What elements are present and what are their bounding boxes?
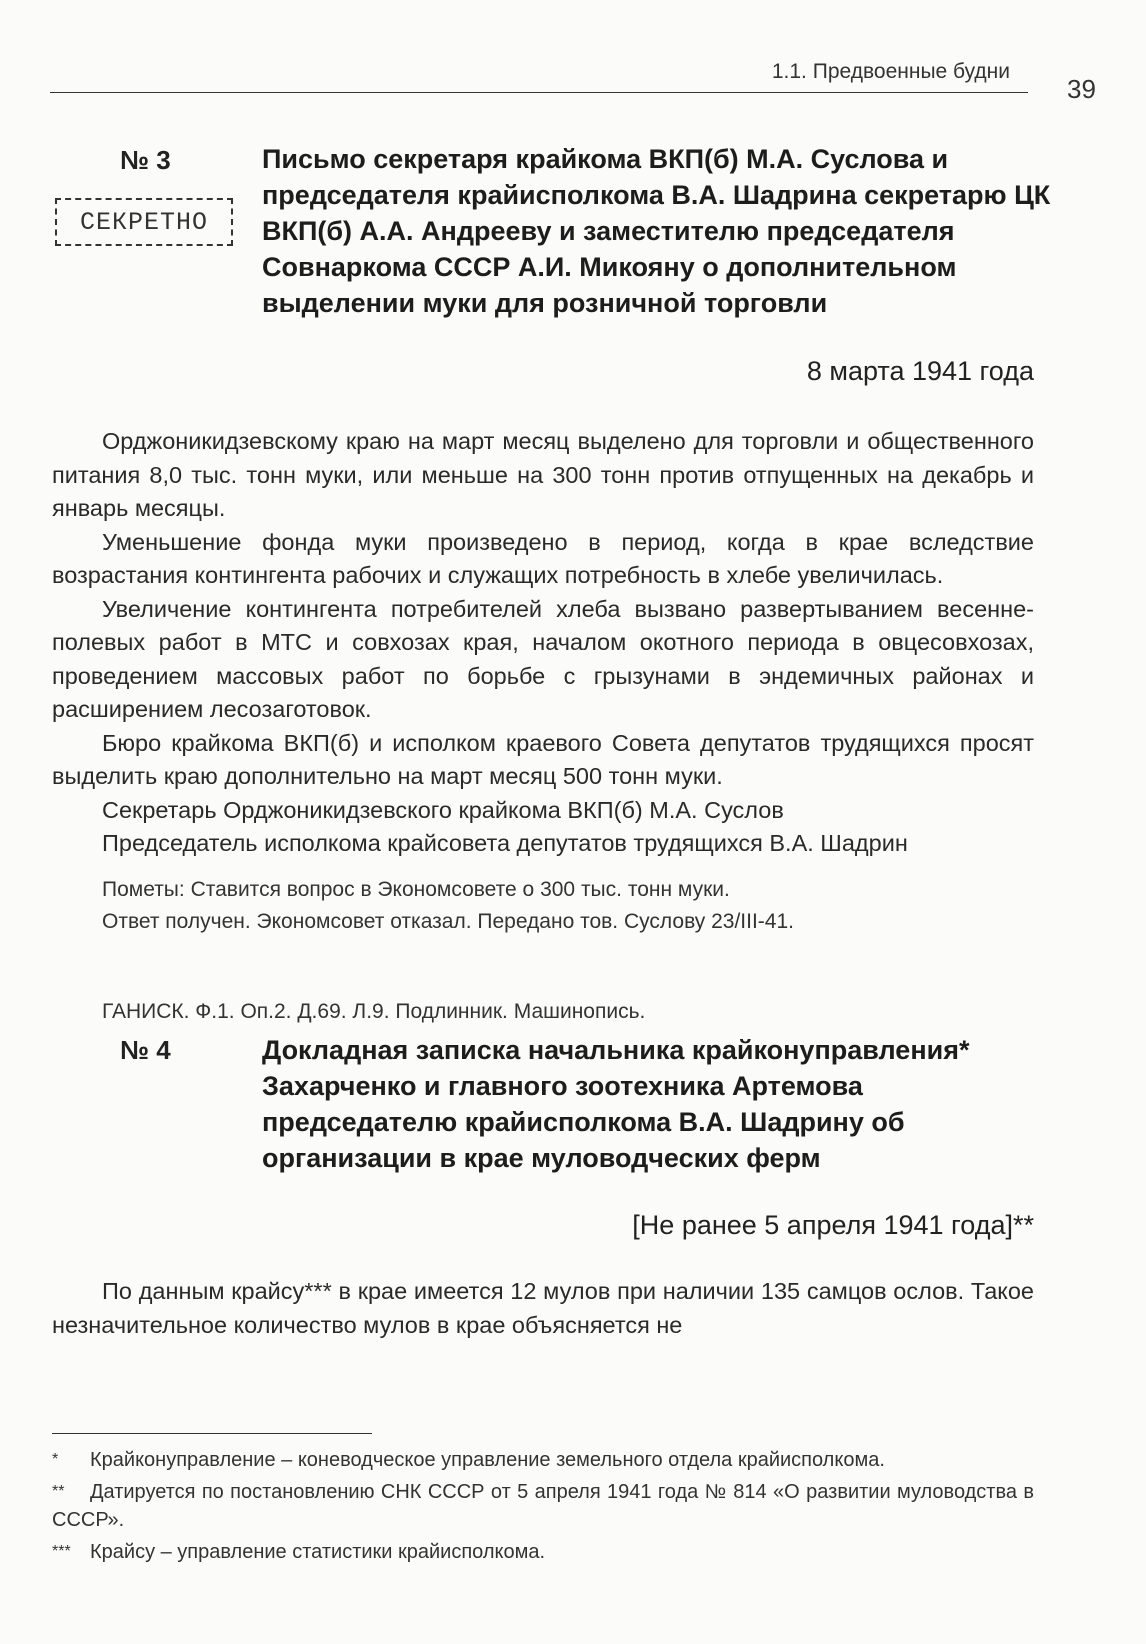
note-line: Пометы: Ставится вопрос в Экономсовете о 300 тыс. тонн муки. bbox=[102, 878, 730, 901]
footnote-divider bbox=[52, 1433, 372, 1434]
footnotes bbox=[52, 1446, 1034, 1570]
note-line: Ответ получен. Экономсовет отказал. Передано тов. Суслову 23/III-41. bbox=[102, 910, 794, 933]
document-number: № 4 bbox=[120, 1035, 171, 1065]
paragraph: Увеличение контингента потребителей хлеба вызвано развертыванием весенне-полевых работ в МТС и совхозах края, началом окотного периода в овцесовхозах, проведением массовых работ по борьбе с грызунами в эндемичных районах и расширением лесозаготовок. bbox=[52, 595, 1034, 722]
running-header bbox=[50, 60, 1028, 93]
document-body bbox=[52, 425, 1034, 861]
page-number: 39 bbox=[1067, 74, 1096, 104]
secret-stamp: СЕКРЕТНО bbox=[55, 198, 233, 246]
archive-reference: ГАНИСК. Ф.1. Оп.2. Д.69. Л.9. Подлинник. Машинопись. bbox=[102, 1000, 646, 1023]
paragraph: Бюро крайкома ВКП(б) и исполком краевого Совета депутатов трудящихся просят выделить краю дополнительно на март месяц 500 тонн муки. bbox=[52, 729, 1034, 789]
signature-block bbox=[52, 794, 1034, 861]
signature-line: Председатель исполкома крайсовета депутатов трудящихся В.А. Шадрин bbox=[102, 830, 908, 856]
document-title: Докладная записка начальника крайконуправления* Захарченко и главного зоотехника Артемова председателю крайисполкома В.А. Шадрину об организации в крае муловодческих ферм bbox=[262, 1035, 970, 1173]
document-number: № 3 bbox=[120, 145, 171, 175]
paragraph: Орджоникидзевскому краю на март месяц выделено для торговли и общественного питания 8,0 тыс. тонн муки, или меньше на 300 тонн против отпущенных на декабрь и январь месяцы. bbox=[52, 428, 1034, 521]
document-date: [Не ранее 5 апреля 1941 года]** bbox=[632, 1210, 1034, 1240]
footnote: ** Датируется по постановлению СНК СССР от 5 апреля 1941 года № 814 «О развитии муловодства в СССР». bbox=[52, 1481, 1034, 1531]
footnote: * Крайконуправление – коневодческое управление земельного отдела крайисполкома. bbox=[52, 1449, 885, 1471]
document-date: 8 марта 1941 года bbox=[806, 356, 1034, 386]
document-title: Письмо секретаря крайкома ВКП(б) М.А. Суслова и председателя крайисполкома В.А. Шадрина секретарю ЦК ВКП(б) А.А. Андрееву и заместителю председателя Совнаркома СССР А.И. Микояну о дополнительном выделении муки для розничной торговли bbox=[262, 144, 1051, 318]
paragraph: Уменьшение фонда муки произведено в период, когда в крае вследствие возрастания контингента рабочих и служащих потребность в хлебе увеличилась. bbox=[52, 528, 1034, 588]
document-notes bbox=[102, 874, 1022, 938]
section-title: 1.1. Предвоенные будни bbox=[771, 60, 1010, 83]
signature-line: Секретарь Орджоникидзевского крайкома ВКП(б) М.А. Суслов bbox=[102, 796, 784, 823]
document-body bbox=[52, 1275, 1034, 1342]
paragraph: По данным крайсу*** в крае имеется 12 мулов при наличии 135 самцов ослов. Такое незначительное количество мулов в крае объясняется не bbox=[52, 1278, 1034, 1338]
footnote: *** Крайсу – управление статистики крайисполкома. bbox=[52, 1541, 546, 1563]
